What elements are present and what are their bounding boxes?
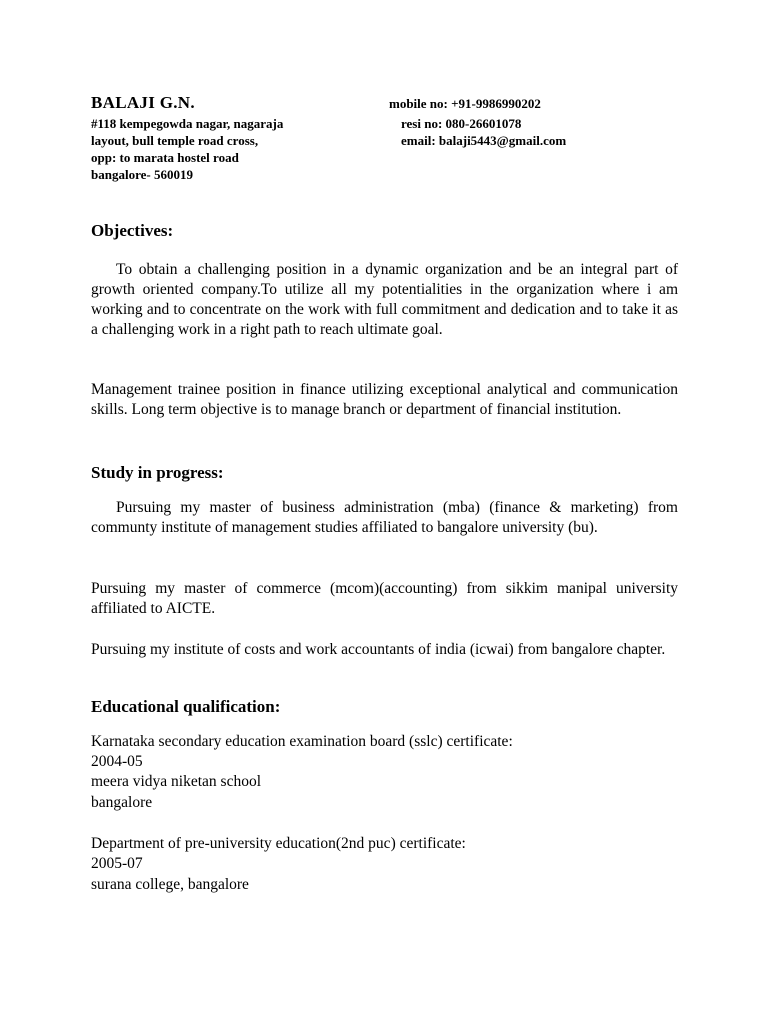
education-school: surana college, bangalore bbox=[91, 876, 249, 893]
objectives-paragraph: To obtain a challenging position in a dynamic organization and be an integral part of growth oriented company.To utilize all my potentialities in the organization where i am working and to concentrate on the work with full commitment and dedication and to take it as a challenging work in a right path to reach ultimate goal. bbox=[91, 261, 678, 338]
address-line: bangalore- 560019 bbox=[91, 167, 193, 182]
study-paragraph: Pursuing my institute of costs and work accountants of india (icwai) from bangalore chapter. bbox=[91, 641, 666, 658]
mobile-number: mobile no: +91-9986990202 bbox=[389, 96, 541, 111]
objectives-heading: Objectives: bbox=[91, 221, 174, 240]
residence-number: resi no: 080-26601078 bbox=[401, 116, 522, 131]
education-location: bangalore bbox=[91, 794, 153, 811]
education-certificate: Department of pre-university education(2nd puc) certificate: bbox=[91, 835, 466, 852]
study-paragraph: Pursuing my master of commerce (mcom)(accounting) from sikkim manipal university affiliated to AICTE. bbox=[91, 580, 678, 617]
education-heading: Educational qualification: bbox=[91, 697, 281, 716]
address-line: layout, bull temple road cross, bbox=[91, 133, 259, 148]
education-year: 2004-05 bbox=[91, 753, 143, 770]
email-address: email: balaji5443@gmail.com bbox=[401, 133, 567, 148]
education-school: meera vidya niketan school bbox=[91, 773, 262, 790]
education-year: 2005-07 bbox=[91, 855, 143, 872]
address-line: #118 kempegowda nagar, nagaraja bbox=[91, 116, 284, 131]
study-paragraph: Pursuing my master of business administration (mba) (finance & marketing) from communty institute of management studies affiliated to bangalore university (bu). bbox=[91, 499, 678, 536]
applicant-name: BALAJI G.N. bbox=[91, 93, 195, 112]
education-certificate: Karnataka secondary education examination board (sslc) certificate: bbox=[91, 733, 513, 750]
address-line: opp: to marata hostel road bbox=[91, 150, 239, 165]
objectives-paragraph: Management trainee position in finance utilizing exceptional analytical and communication skills. Long term objective is to manage branch or department of financial institution. bbox=[91, 381, 678, 418]
study-heading: Study in progress: bbox=[91, 463, 224, 482]
